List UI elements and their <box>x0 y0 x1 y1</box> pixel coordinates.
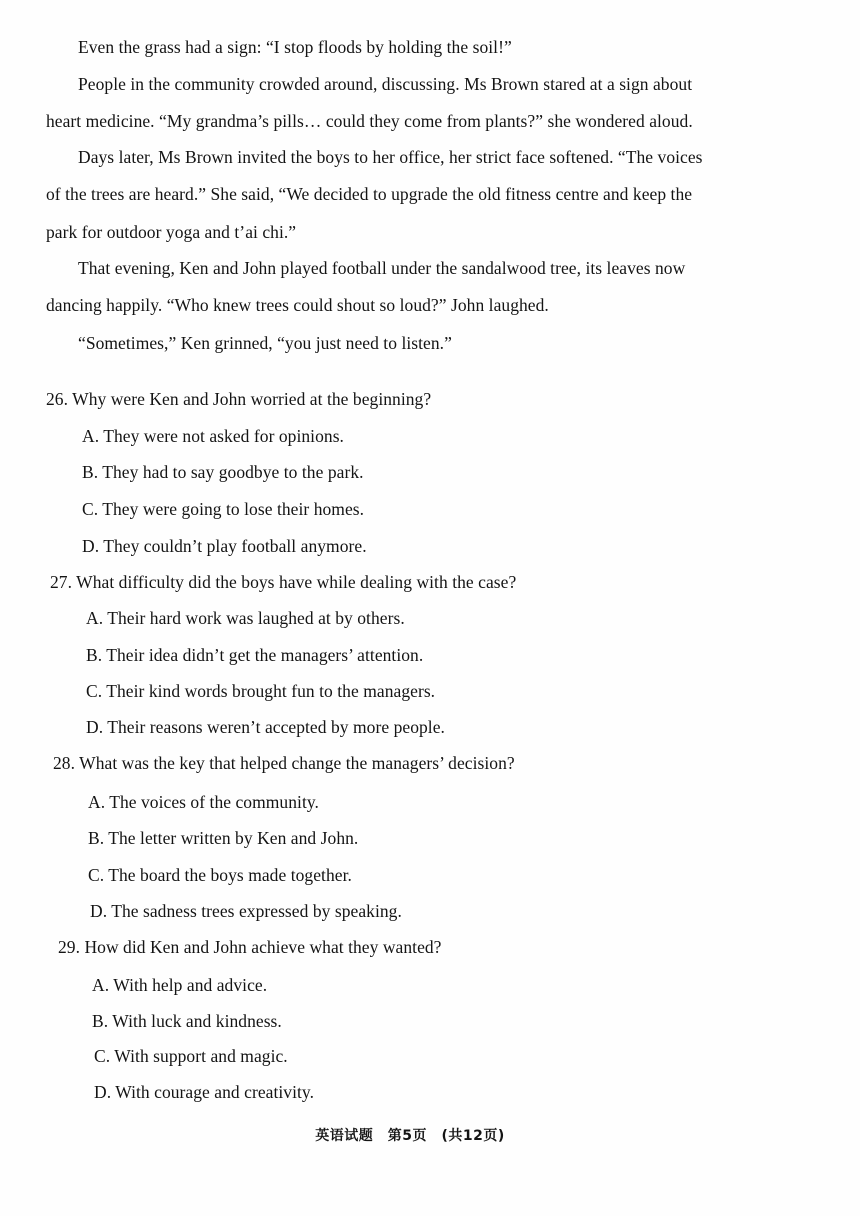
question-27-option-c: C. Their kind words brought fun to the managers. <box>86 681 436 701</box>
passage-paragraph-2-line-1: People in the community crowded around, discussing. Ms Brown stared at a sign about <box>78 74 693 94</box>
passage-paragraph-4-line-2: dancing happily. “Who knew trees could shout so loud?” John laughed. <box>46 295 549 315</box>
question-29-option-d: D. With courage and creativity. <box>94 1082 315 1102</box>
question-29-option-c: C. With support and magic. <box>94 1046 288 1066</box>
page-footer: 英语试题 第5页 (共12页) <box>315 1128 505 1144</box>
question-28-option-a: A. The voices of the community. <box>88 792 319 812</box>
question-28-stem: 28. What was the key that helped change the managers’ decision? <box>53 753 515 773</box>
question-28-option-c: C. The board the boys made together. <box>88 865 352 885</box>
passage-paragraph-3-line-2: of the trees are heard.” She said, “We decided to upgrade the old fitness centre and keep the <box>46 184 693 204</box>
question-28-option-d: D. The sadness trees expressed by speaking. <box>90 901 402 921</box>
question-27-option-b: B. Their idea didn’t get the managers’ attention. <box>86 645 424 665</box>
question-27-option-d: D. Their reasons weren’t accepted by more people. <box>86 717 445 737</box>
question-27-option-a: A. Their hard work was laughed at by others. <box>86 608 405 628</box>
passage-paragraph-2-line-2: heart medicine. “My grandma’s pills… could they come from plants?” she wondered aloud. <box>46 111 693 131</box>
question-27-stem: 27. What difficulty did the boys have while dealing with the case? <box>50 572 517 592</box>
question-26-option-d: D. They couldn’t play football anymore. <box>82 536 367 556</box>
question-26-stem: 26. Why were Ken and John worried at the beginning? <box>46 389 432 409</box>
passage-paragraph-1: Even the grass had a sign: “I stop floods by holding the soil!” <box>78 37 512 57</box>
passage-paragraph-3-line-1: Days later, Ms Brown invited the boys to her office, her strict face softened. “The voices <box>78 147 703 167</box>
passage-paragraph-4-line-1: That evening, Ken and John played football under the sandalwood tree, its leaves now <box>78 258 686 278</box>
question-28-option-b: B. The letter written by Ken and John. <box>88 828 359 848</box>
question-29-option-a: A. With help and advice. <box>92 975 268 995</box>
question-26-option-c: C. They were going to lose their homes. <box>82 499 365 519</box>
passage-paragraph-3-line-3: park for outdoor yoga and t’ai chi.” <box>46 222 297 242</box>
passage-paragraph-5: “Sometimes,” Ken grinned, “you just need to listen.” <box>78 333 452 353</box>
question-29-stem: 29. How did Ken and John achieve what they wanted? <box>58 937 442 957</box>
question-29-option-b: B. With luck and kindness. <box>92 1011 282 1031</box>
question-26-option-a: A. They were not asked for opinions. <box>82 426 344 446</box>
question-26-option-b: B. They had to say goodbye to the park. <box>82 462 364 482</box>
